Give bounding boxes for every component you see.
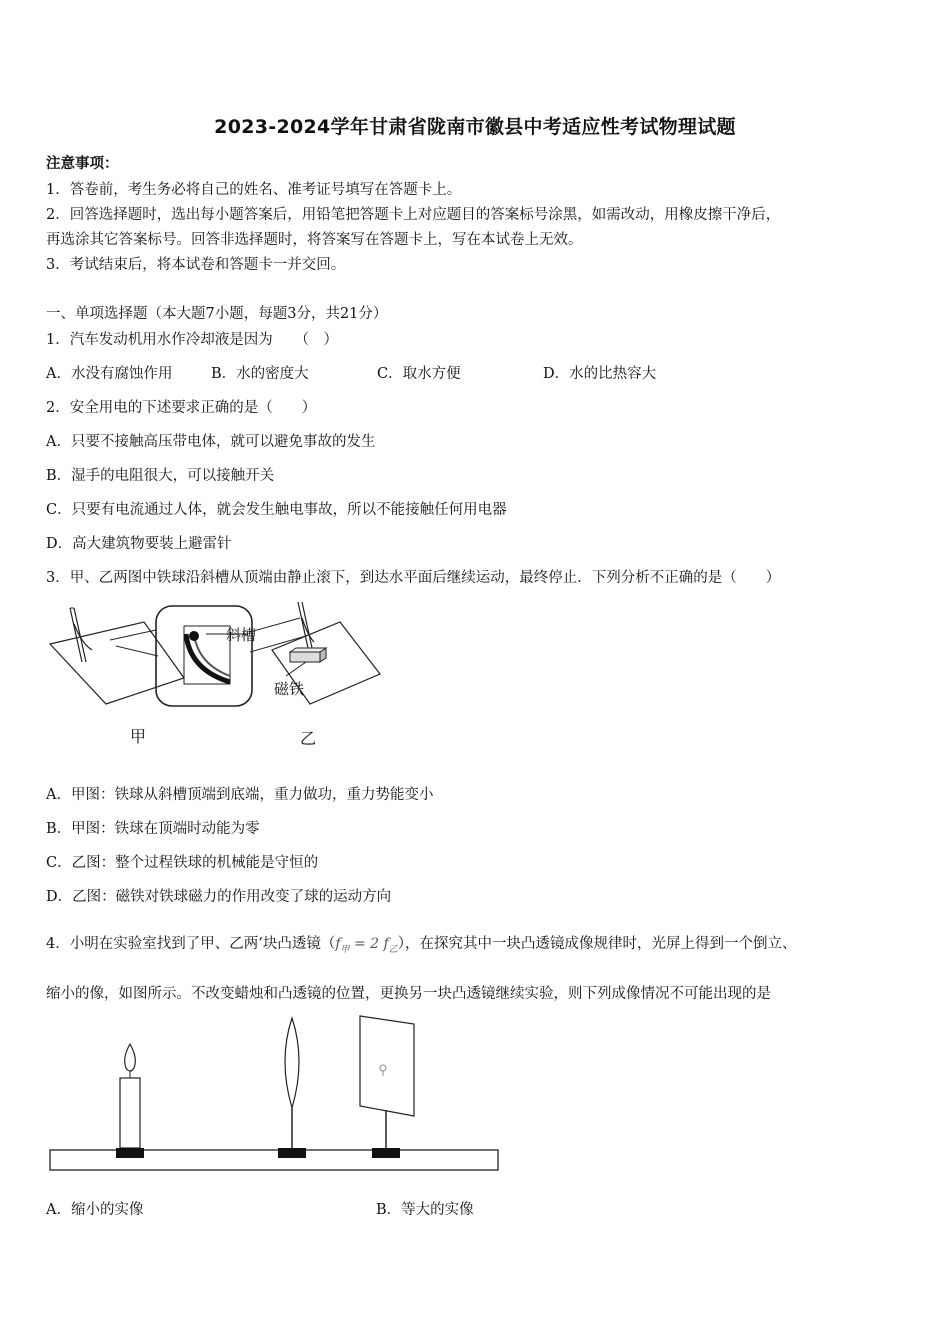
- q4-formula: [335, 936, 398, 955]
- q4-option-a: A．缩小的实像: [46, 1202, 144, 1218]
- q4-option-b: B．等大的实像: [376, 1202, 474, 1218]
- q4-formula-sub2: 乙: [388, 944, 398, 955]
- q3-option-a: A．甲图：铁球从斜槽顶端到底端，重力做功，重力势能变小: [46, 787, 434, 803]
- q3-option-c: C．乙图：整个过程铁球的机械能是守恒的: [46, 855, 319, 871]
- q4-formula-f2: f: [383, 936, 389, 952]
- q2-option-d: D．高大建筑物要装上避雷针: [46, 536, 232, 552]
- q4-formula-f1: f: [335, 936, 341, 952]
- q4-stem-line1: [46, 932, 797, 955]
- q3-stem: 3．甲、乙两图中铁球沿斜槽从顶端由静止滚下，到达水平面后继续运动，最终停止．下列分析不正确的是（ ）: [46, 570, 781, 586]
- section-heading: 一、单项选择题（本大题7小题，每题3分，共21分）: [46, 306, 388, 322]
- q2-option-c: C．只要有电流通过人体，就会发生触电事故，所以不能接触任何用电器: [46, 502, 507, 518]
- q3-option-b: B．甲图：铁球在顶端时动能为零: [46, 821, 260, 837]
- q4-stem-part1: 4．小明在实验室找到了甲、乙两’块凸透镜（: [46, 936, 336, 952]
- q1-option-d: D．水的比热容大: [543, 366, 657, 382]
- q4-stem-line2: 缩小的像，如图所示。不改变蜡烛和凸透镜的位置，更换另一块凸透镜继续实验，则下列成像情况不可能出现的是: [46, 986, 771, 1002]
- q4-formula-sub1: 甲: [340, 944, 350, 955]
- q3-option-d: D．乙图：磁铁对铁球磁力的作用改变了球的运动方向: [46, 889, 392, 905]
- notice-item-2b: 再选涂其它答案标号。回答非选择题时，将答案写在答题卡上，写在本试卷上无效。: [46, 232, 583, 248]
- q3-label-jia: 甲: [130, 727, 147, 746]
- q3-label-yi: 乙: [300, 729, 317, 748]
- q4-stem-part2: ），在探究其中一块凸透镜成像规律时，光屏上得到一个倒立、: [397, 936, 797, 952]
- q1-option-c: C．取水方便: [377, 366, 461, 382]
- q3-zoom-box: [156, 606, 252, 706]
- q1-option-b: B．水的密度大: [211, 366, 309, 382]
- q4-formula-eq: = 2: [349, 936, 384, 952]
- notice-heading: 注意事项：: [46, 155, 119, 172]
- q3-label-slope: 斜槽: [226, 626, 257, 644]
- screen-icon: [360, 1016, 414, 1158]
- candle-icon: [116, 1044, 144, 1158]
- q2-option-a: A．只要不接触高压带电体，就可以避免事故的发生: [46, 434, 376, 450]
- notice-item-2a: 2．回答选择题时，选出每小题答案后，用铅笔把答题卡上对应题目的答案标号涂黑，如需改动，用橡皮擦干净后，: [46, 207, 781, 223]
- q3-figure: [44, 596, 384, 756]
- q2-stem: 2．安全用电的下述要求正确的是（ ）: [46, 400, 317, 416]
- q4-figure: [46, 1012, 506, 1174]
- q3-label-magnet: 磁铁: [274, 680, 305, 698]
- q1-stem: 1．汽车发动机用水作冷却液是因为 （ ）: [46, 332, 338, 348]
- q1-option-a: A．水没有腐蚀作用: [46, 366, 173, 382]
- convex-lens-icon: [278, 1018, 306, 1158]
- q2-option-b: B．湿手的电阻很大，可以接触开关: [46, 468, 275, 484]
- q3-figure-jia-board: [50, 608, 184, 704]
- notice-item-3: 3．考试结束后，将本试卷和答题卡一并交回。: [46, 257, 346, 273]
- magnet-icon: [286, 648, 326, 676]
- page-title: 2023-2024学年甘肃省陇南市徽县中考适应性考试物理试题: [214, 116, 736, 138]
- notice-item-1: 1．答卷前，考生务必将自己的姓名、准考证号填写在答题卡上。: [46, 182, 462, 198]
